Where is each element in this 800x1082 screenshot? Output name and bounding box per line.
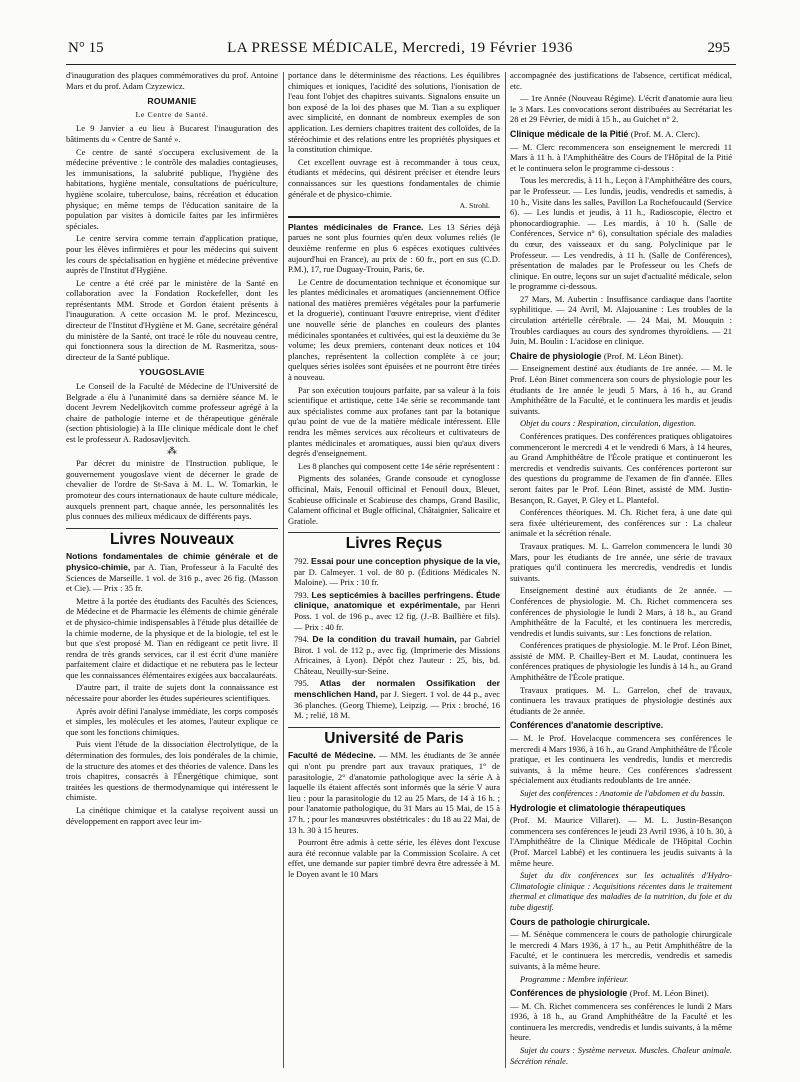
course-title: Chaire de physiologie <box>510 350 602 361</box>
list-item <box>288 556 500 588</box>
notice <box>288 750 500 835</box>
paragraph: Cet excellent ouvrage est à recommander à tous ceux, étudiants et médecins, qui désirent préciser et étendre leurs connaissances sur les questions fondamentales de chimie générale et de physico-chimie. <box>288 156 500 199</box>
paragraph: Le centre servira comme terrain d'application pratique, pour les élèves infirmières et pour les médecins qui suivent les cours de spécialisation en hygiène et médecine préventive auprès de l'Institut d'Hygiène. <box>66 233 278 276</box>
paragraph: Travaux pratiques. M. L. Garrelon, chef de travaux, continuera les travaux pratiques de physiologie destinés aux étudiants de 2e année. <box>510 684 732 716</box>
paragraph: — M. Clerc recommencera son enseignement le mercredi 11 Mars à 11 h. à l'Amphithéâtre des Cours de l'Hôpital de la Pitié et le continuera selon le programme ci-dessous : <box>510 141 732 173</box>
paragraph: Sujet du dix conférences sur les actualités d'Hydro-Climatologie clinique : Acquisitions récentes dans le traitement thermal et climatique des maladies de la nutrition, du foie et du tube digestif. <box>510 870 732 912</box>
book-reference: par A. Tian, Professeur à la Faculté des Sciences de Marseille. 1 vol. de 316 p., avec 26 fig. (Masson et Cie). — Prix : 35 fr. <box>66 561 278 594</box>
course-title: Cours de pathologie chirurgicale. <box>510 916 650 927</box>
paragraph: Conférences pratiques. Des conférences pratiques obligatoires commenceront le mercredi 4 et le vendredi 6 Mars, à 14 heures, au Grand Amphithéâtre de l'École pratique et continueront les mercredis et vendredis suivants. Ces conférences porteront sur des questions du programme de l'examen de fin d'année. Elles seront faites par le Prof. Léon Binet, assisté de MM. Justin-Besançon, R. Gayet, P. Gley et L. Plantefol. <box>510 431 732 505</box>
item-title: De la condition du travail humain, <box>312 634 457 645</box>
item-details: par Gabriel Birot. 1 vol. de 112 p., avec fig. (Imprimerie des Missions Africaines, à Lyon). Dépôt chez l'auteur : 25, bis, bd. Château, Neuilly-sur-Seine. <box>294 634 500 676</box>
paragraph: Sujet des conférences : Anatomie de l'abdomen et du bassin. <box>520 788 725 798</box>
column-divider <box>283 72 284 1068</box>
notice-text: — MM. les étudiants de 3e année qui n'ont pu prendre part aux travaux pratiques, 1° de parasitologie, 2° d'anatomie pathologique avec la série A à laquelle ils étaient affectés sont informés que la série V aura lieu : pour la parasitologie du 12 au 25 Mars, de 14 à 16 h. ; pour l'anatomie pathologique, du 31 Mars au 15 Mai, de 15 à 17 h. ; pour les manœuvres obstétricales : du 18 au 22 Mai, de 13 h. 30 à 15 heures. <box>288 750 501 835</box>
course-heading <box>510 803 732 814</box>
paragraph: Par son exécution toujours parfaite, par sa valeur à la fois scientifique et artistique, cette 14e série se recommande tant aux spécialistes comme aux profanes tant par la botanique qu'au point de vue de la matière médicale intéressent. Elle rendra les mêmes services aux récolteurs et cultivateurs de plantes médicinales et aromatiques, aussi bien qu'aux divers degrés d'enseignement. <box>288 384 500 459</box>
paragraph: Puis vient l'étude de la dissociation électrolytique, de la détermination des formules, des lois pondérales de la chimie, de la structure des atomes et des théories de valence. Dans les trois chapitres, consacrés à l'Énergétique chimique, sont traitées les questions de thermodynamique qui intéressent le chimiste. <box>66 739 278 803</box>
book-title: Notions fondamentales de chimie générale et de physico-chimie, <box>66 551 278 572</box>
book-entry <box>66 551 278 593</box>
course-title: Conférences d'anatomie descriptive. <box>510 720 664 731</box>
course-professor: (Prof. M. A. Clerc). <box>630 128 700 139</box>
divider <box>288 216 500 218</box>
course-title: Clinique médicale de la Pitié <box>510 128 629 139</box>
paragraph: (Prof. M. Maurice Villaret). — M. L. Justin-Besançon commencera ses conférences le jeudi 23 Avril 1936, à 10 h. 30, à l'Amphithéâtre de la Clinique Médicale de l'Hôpital Cochin (Prof. Marcel Labbé) et les continuera les jeudis suivants à la même heure. <box>510 815 732 868</box>
section-heading-yugoslavia: YOUGOSLAVIE <box>139 367 205 378</box>
paragraph: — M. Ch. Richet commencera ses conférences le lundi 2 Mars 1936, à 18 h., au Grand Amphithéâtre de la Faculté et les continuera les mercredis, vendredis et lundis suivants, à la même heure. <box>510 1000 732 1043</box>
paragraph: Pourront être admis à cette série, les élèves dont l'excuse aura été reconnue valable par la Commission Scolaire. A cet effet, une demande sur papier timbré devra être adressée à M. le Doyen avant le 10 Mars <box>288 837 500 879</box>
page-number: 295 <box>707 40 730 56</box>
column-right <box>510 70 732 1068</box>
received-books-list <box>288 556 500 721</box>
paragraph: Les 8 planches qui composent cette 14e série représentent : <box>298 460 500 471</box>
item-number: 794. <box>294 634 309 645</box>
author-signature: A. Strohl. <box>459 201 490 211</box>
paragraph: Le centre a été créé par le ministère de la Santé en collaboration avec la Fondation Rockefeller, dont les représentants MM. Strode et Gordon étaient présents à l'inauguration. A cette occasion M. le prof. Mezincescu, directeur de l'Institut d'Hygiène et M. Gane, secrétaire général du ministère de la Santé, ont tracé le rôle du nouveau centre, qui fonctionnera sous la direction de M. Rasmeritza, sous-directeur de la Santé publique. <box>66 277 278 362</box>
course-heading <box>510 917 732 928</box>
issue-number: N° 15 <box>68 40 104 56</box>
subheading: Le Centre de Santé. <box>135 109 209 119</box>
paragraph: Par décret du ministre de l'Instruction publique, le gouvernement yougoslave vient de décerner le grade de chevalier de l'ordre de St-Sava à M. L. W. Tomarkin, le promoteur des cours internationaux de haute culture médicale, auxquels prennent part, chaque année, les personnalités les plus connues des milieux médicaux de différents pays. <box>66 458 278 522</box>
paragraph: Après avoir défini l'analyse immédiate, les corps composés et simples, les molécules et les atomes, l'auteur explique ce que sont les fonctions chimiques. <box>66 705 278 737</box>
section-heading-livres-recus: Livres Reçus <box>288 532 500 550</box>
paragraph: Mettre à la portée des étudiants des Facultés des Sciences, de Médecine et de Pharmacie les éléments de chimie générale et de physico-chimie indispensables à l'étude plus détaillée de la chimie moderne, de la physique et de la biologie, tel est le but que s'est proposé M. Tian en rédigeant ce petit livre. Il rendra de très grands services, car il est écrit d'une manière parfaitement claire et didactique et ne rebutera pas le lecteur que les connaissances élémentaires exigées aux baccalauréats. <box>66 595 278 680</box>
item-title: Les septicémies à bacilles perfringens. Étude clinique, anatomique et expérimentale, <box>294 589 501 611</box>
item-number: 792. <box>294 555 309 566</box>
course-professor: (Prof. M. Léon Binet). <box>629 988 709 999</box>
column-left <box>66 70 278 828</box>
course-professor: (Prof. M. Léon Binet). <box>603 350 684 361</box>
item-title: Essai pour une conception physique de la vie, <box>311 555 500 566</box>
paragraph: Objet du cours : Respiration, circulation, digestion. <box>520 418 697 429</box>
paragraph: D'autre part, il traite de sujets dont la connaissance est nécessaire pour aborder les études supérieures scientifiques. <box>66 682 278 704</box>
paragraph: Programme : Membre inférieur. <box>520 973 629 984</box>
notice-text: Les 13 Séries déjà parues ne sont plus fournies qu'en deux volumes reliés (le deuxième renferme en plus 6 espèces exotiques cultivées aujourd'hui en France), au prix de : 60 fr., port en sus (C.D. P.M.), 17, rue Duguay-Trouin, Paris, 6e. <box>288 221 500 275</box>
notice <box>288 222 500 275</box>
column-middle <box>288 70 500 882</box>
paragraph: Travaux pratiques. M. L. Garrelon commencera le lundi 30 Mars, pour les étudiants de 1re année, une série de travaux pratiques qu'il continuera les mercredis, vendredis et lundis suivants. <box>510 540 732 583</box>
item-number: 793. <box>294 589 309 600</box>
course-title: Conférences de physiologie <box>510 988 628 999</box>
item-details: par D. Calmeyer. 1 vol. de 80 p. (Éditions Médicales N. Maloine). — Prix : 10 fr. <box>294 566 500 588</box>
paragraph: Tous les mercredis, à 11 h., Leçon à l'Amphithéâtre des cours, par le Professeur. — Les lundis, jeudis, vendredis et samedis, à 10 h., Visite dans les salles, Pavillon La Rochefoucauld (Service 6). — Les lundis et jeudis, à 11 h., Radioscopie, électro et phonocardiographie. — Les mardis, à 10 h. (Salle de Conférences, Service n° 6), consultation spéciale des maladies du cœur, des vaisseaux et du sang. Polyclinique par le Professeur. — Les vendredis, à 11 h. (Salle de Conférences), présentation de malades par le Professeur ou les Chefs de clinique. En outre, leçons sur un sujet d'actualité médicale, selon le programme ci-dessous. <box>510 175 732 292</box>
section-heading-universite: Université de Paris <box>288 727 500 745</box>
item-details: par Henri Poss. 1 vol. de 196 p., avec 12 fig. (J.-B. Baillière et fils). — Prix : 40 fr. <box>294 600 501 632</box>
paragraph: Ce centre de santé s'occupera exclusivement de la médecine préventive : le contrôle des maladies contagieuses, les immunisations, la salubrité publique, l'hygiène des habitations, hygiène mentale, consultations de puériculture, hygiène scolaire, tuberculose, bains, récréation et éducation physique; en même temps de l'éducation sanitaire de la population par visites à domicile faites par les infirmières spéciales. <box>66 146 278 231</box>
paragraph: Conférences pratiques de physiologie. M. le Prof. Léon Binet, assisté de MM. P. Chailley-Bert et M. Laudat, continuera les conférences pratiques de physiologie les lundis à 14 h., au Grand Amphithéâtre de l'École pratique. <box>510 640 732 683</box>
paragraph: — M. le Prof. Hovelacque commencera ses conférences le mercredi 4 Mars 1936, à 16 h., au Grand Amphithéâtre de l'École pratique, et les continuera les vendredis, lundis et mercredis suivants, à la même heure. Ces conférences s'adressent spécialement aux étudiants redoublants de 1re année. <box>510 733 732 786</box>
list-item <box>288 634 500 676</box>
paragraph: Enseignement destiné aux étudiants de 2e année. — Conférences de physiologie. M. Ch. Richet commencera ses conférences de physiologie le lundi 2 Mars, à 18 h., au Grand Amphithéâtre de la Faculté, et les continuera les mercredis, vendredis et lundis suivants, sur : Les fonctions de relation. <box>510 585 732 638</box>
paragraph: Conférences théoriques. M. Ch. Richet fera, à une date qui sera fixée ultérieurement, des conférences sur : La chaleur animale et la sécrétion rénale. <box>510 507 732 539</box>
paragraph: Le Centre de documentation technique et économique sur les plantes médicinales et aromatiques (anciennement Office national des matières premières végétales pour la parfumerie et la droguerie), continuant l'œuvre entreprise, vient d'éditer une nouvelle série de planches en couleurs des plantes médicinales spontanées et cultivées, qui est la deuxième du 3e volume; les deux premiers, contenant deux notices et 104 planches, représentent la collection complète à ce jour; quelques séries isolées sont épuisées et ne pourront être tirées à nouveau. <box>288 276 500 383</box>
section-heading-romania: ROUMANIE <box>147 96 197 107</box>
paragraph: d'inauguration des plaques commémoratives du prof. Antoine Mars et du prof. Adam Czyzewicz. <box>66 70 278 91</box>
paragraph: portance dans le déterminisme des réactions. Les équilibres chimiques et ioniques, l'acidité des solutions, l'ionisation de l'eau font l'objet des chapitres suivants. Signalons ensuite un bon exposé de la loi des phases que M. Tian a su expliquer avec simplicité, en donnant de nombreux exemples de son application. Les derniers chapitres traitent des colloïdes, de la stéréochimie et des relations entre les propriétés physiques et la constitution chimique. <box>288 70 500 155</box>
course-heading <box>510 351 732 362</box>
section-heading-livres-nouveaux: Livres Nouveaux <box>66 528 278 546</box>
paragraph: Le 9 Janvier a eu lieu à Bucarest l'inauguration des bâtiments du « Centre de Santé ». <box>66 123 278 144</box>
paragraph: accompagnée des justifications de l'absence, certificat médical, etc. <box>510 70 732 91</box>
course-title: Hydrologie et climatologie thérapeutiques <box>510 802 686 813</box>
list-item <box>288 678 500 720</box>
paragraph: Sujet du cours : Système nerveux. Muscles. Chaleur animale. Sécrétion rénale. <box>510 1045 732 1066</box>
masthead-title: LA PRESSE MÉDICALE, Mercredi, 19 Février 1936 <box>227 40 573 56</box>
item-title: Atlas der normalen Ossifikation der menschlichen Hand, <box>294 678 500 700</box>
notice-title: Faculté de Médecine. <box>288 750 376 761</box>
header-rule <box>66 64 736 65</box>
item-details: par J. Siegert. 1 vol. de 44 p., avec 36 planches. (Georg Thieme), Leipzig. — Prix : broché, 16 M. ; relié, 18 M. <box>294 689 500 721</box>
paragraph: Pigments des solanées, Grande consoude et cynoglosse officinal, Maïs, Fenouil officinal et Fenouil doux, Bleuet, Scabieuse officinale et Scabieuse des champs, Grand Basilic, Calament officinal et Bugle officinal, Châtaignier, Salicaire et Gratiole. <box>288 473 500 526</box>
paragraph: — 1re Année (Nouveau Régime). L'écrit d'anatomie aura lieu le 3 Mars. Les convocations seront distribuées au Secrétariat les 28 et 29 Février, de midi à 15 h., au Guichet n° 2. <box>510 93 732 125</box>
list-item <box>288 590 500 632</box>
item-number: 795. <box>294 678 309 689</box>
paragraph: La cinétique chimique et la catalyse reçoivent aussi un développement en rapport avec leur im- <box>66 805 278 826</box>
column-divider <box>505 72 506 1068</box>
course-heading <box>510 129 732 140</box>
paragraph: — M. Sénèque commencera le cours de pathologie chirurgicale le mercredi 4 Mars 1936, à 17 h., au Petit Amphithéâtre de la Faculté, et le continuera les mercredis, vendredis et samedis suivants, à la même heure. <box>510 929 732 971</box>
notice-title: Plantes médicinales de France. <box>288 221 424 232</box>
page-header <box>0 40 800 62</box>
paragraph: — Enseignement destiné aux étudiants de 1re année. — M. le Prof. Léon Binet commencera son cours de physiologie pour les étudiants de 1re année le jeudi 5 Mars, à 16 h., au Grand Amphithéâtre de la Faculté, et le continuera les mardis et jeudis suivants. <box>510 363 732 416</box>
asterism-separator: ⁂ <box>167 445 177 457</box>
paragraph: 27 Mars, M. Aubertin : Insuffisance cardiaque dans l'aortite syphilitique. — 24 Avril, M. Alajouanine : Les troubles de la circulation artérielle cérébrale. — 24 Mai, M. Mouquin : Troubles cardiaques au cours des syndromes thyroïdiens. — 21 Juin, M. Boulin : L'acidose en clinique. <box>510 293 732 347</box>
course-heading <box>510 720 732 731</box>
course-heading <box>510 988 732 999</box>
paragraph: Le Conseil de la Faculté de Médecine de l'Université de Belgrade a élu à l'unanimité dans sa dernière séance M. le docent Jevrem Nedeljkovitch comme professeur agrégé à la chaire de pathologie interne et de thérapeutique générale (section phtisiologie) à la IIIe clinique médicale dont le chef est le professeur A. Radosavljevitch. <box>66 381 278 444</box>
